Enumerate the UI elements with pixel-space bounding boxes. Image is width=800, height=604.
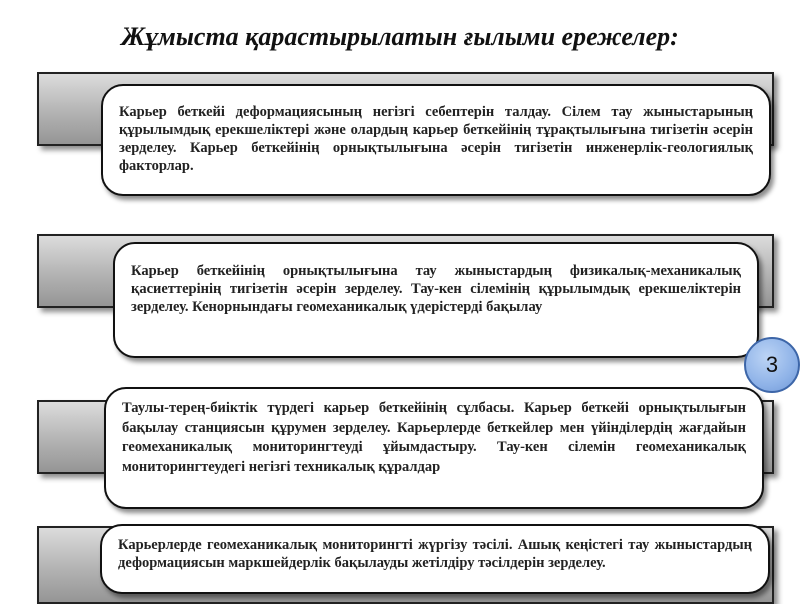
point-text-1: Карьер беткейі деформациясының негізгі себептерін талдау. Сілем тау жыныстарының құрылымдық ерекшеліктері және олардың карьер беткейінің тұрақтылығына тигізетін әсерін зерделеу. Карьер беткейінің орнықтылығына әсерін тигізетін инженерлік-геологиялық факторлар. bbox=[119, 104, 753, 174]
point-box-2 bbox=[113, 242, 759, 358]
page-number-badge bbox=[744, 337, 800, 393]
point-box-1 bbox=[101, 84, 771, 196]
slide-title: Жұмыста қарастырылатын ғылыми ережелер: bbox=[121, 22, 679, 51]
point-text-3: Таулы-терең-биіктік түрдегі карьер беткейінің сұлбасы. Карьер беткейі орнықтылығын бақылау станциясын құрумен зерделеу. Карьерлерде беткейлер мен үйінділердің жағдайын геомеханикалық мониторингтеуді ұйымдастыру. Тау-кен сілемін геомеханикалық мониторингтеудегі негізгі техникалық құралдар bbox=[122, 400, 746, 475]
point-text-2: Карьер беткейінің орнықтылығына тау жыныстардың физикалық-механикалық қасиеттерінің тигізетін әсерін зерделеу. Тау-кен сілемінің құрылымдық ерекшеліктерін зерделеу. Кенорнындағы геомеханикалық үдерістерді бақылау bbox=[131, 263, 741, 315]
page-number: 3 bbox=[765, 352, 779, 377]
point-box-4 bbox=[100, 524, 770, 594]
point-box-3 bbox=[104, 387, 764, 509]
point-text-4: Карьерлерде геомеханикалық мониторингті жүргізу тәсілі. Ашық кеңістегі тау жыныстардың деформациясын маркшейдерлік бақылауды жетілдіру тәсілдерін зерделеу. bbox=[118, 537, 752, 571]
